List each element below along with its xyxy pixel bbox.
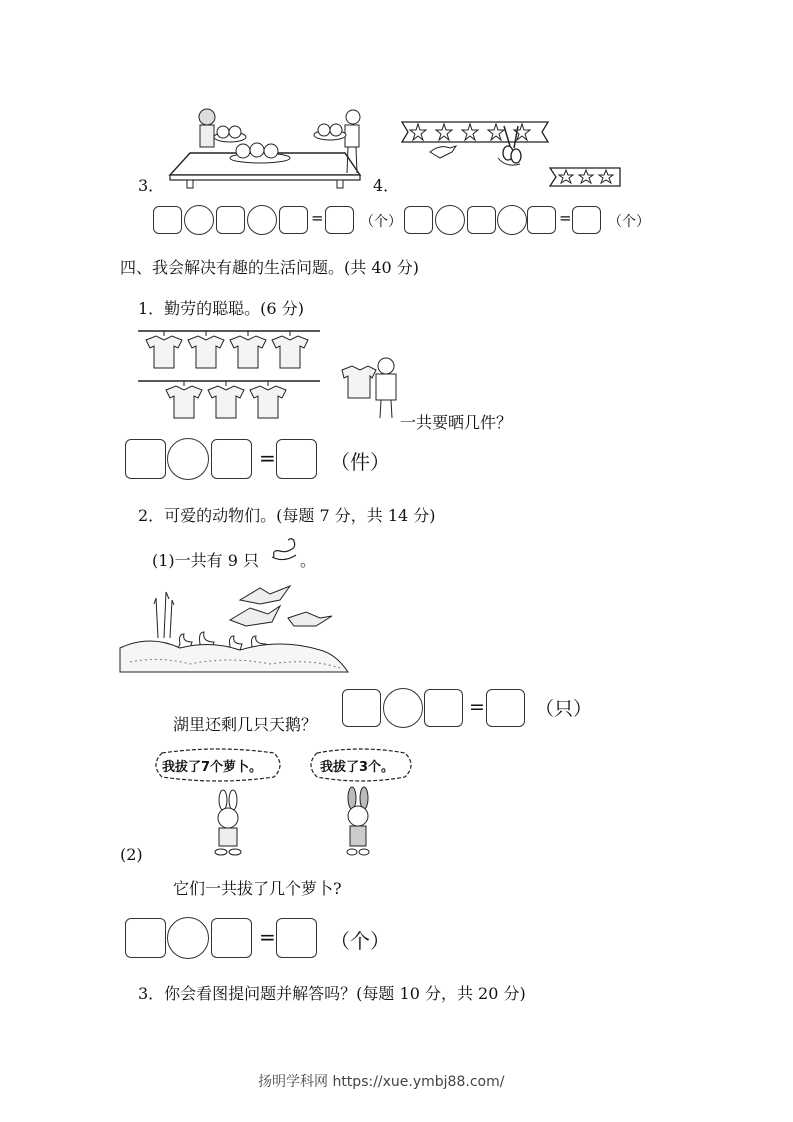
answer-box[interactable] — [424, 689, 463, 727]
operator-circle[interactable] — [167, 438, 209, 480]
unit-label: （个） — [608, 214, 650, 230]
question-1-title: 1．勤劳的聪聪。(6 分) — [138, 299, 304, 318]
equals-sign: = — [259, 925, 276, 949]
rabbit-right-illustration — [338, 786, 380, 858]
rabbit-left-illustration — [205, 790, 251, 858]
answer-box[interactable] — [527, 206, 556, 234]
equals-sign: = — [469, 696, 485, 718]
item-4-label: 4． — [373, 176, 400, 195]
sub-question-2-prompt: 它们一共拔了几个萝卜? — [173, 879, 342, 898]
answer-box[interactable] — [125, 439, 166, 479]
unit-label: （只） — [535, 698, 593, 720]
laundry-illustration — [138, 326, 408, 426]
speech-bubble-right-text: 我拔了3个。 — [320, 760, 395, 775]
unit-label: （个） — [360, 214, 402, 230]
question-1-prompt: 一共要晒几件？ — [400, 413, 513, 432]
footer-watermark: 扬明学科网 https://xue.ymbj88.com/ — [258, 1074, 505, 1090]
question-2-title: 2．可爱的动物们。(每题 7 分，共 14 分) — [138, 506, 436, 525]
operator-circle[interactable] — [383, 688, 423, 728]
unit-label: （个） — [330, 929, 390, 953]
equals-sign: = — [311, 209, 324, 227]
star-strip-illustration — [400, 118, 625, 190]
result-box[interactable] — [276, 918, 317, 958]
sub-question-1-prompt: 湖里还剩几只天鹅？ — [173, 715, 318, 734]
question-3-title: 3．你会看图提问题并解答吗？(每题 10 分，共 20 分) — [138, 984, 526, 1003]
answer-box[interactable] — [211, 439, 252, 479]
swan-icon — [270, 537, 298, 563]
lake-swans-illustration — [120, 578, 348, 674]
sub-question-2-label: (2) — [120, 845, 143, 864]
answer-box[interactable] — [153, 206, 182, 234]
unit-label: （件） — [330, 450, 390, 474]
answer-box[interactable] — [211, 918, 252, 958]
result-box[interactable] — [276, 439, 317, 479]
sub-question-1-suffix: 。 — [300, 551, 317, 570]
operator-circle[interactable] — [497, 205, 527, 235]
apples-table-illustration — [165, 105, 365, 190]
section-heading: 四、我会解决有趣的生活问题。(共 40 分) — [120, 258, 420, 277]
answer-box[interactable] — [125, 918, 166, 958]
operator-circle[interactable] — [435, 205, 465, 235]
sub-question-1-prefix: (1)一共有 9 只 — [152, 551, 260, 570]
operator-circle[interactable] — [184, 205, 214, 235]
answer-box[interactable] — [342, 689, 381, 727]
result-box[interactable] — [325, 206, 354, 234]
operator-circle[interactable] — [247, 205, 277, 235]
operator-circle[interactable] — [167, 917, 209, 959]
equals-sign: = — [259, 446, 276, 470]
answer-box[interactable] — [467, 206, 496, 234]
speech-bubble-left-text: 我拔了7个萝卜。 — [162, 760, 263, 775]
answer-box[interactable] — [216, 206, 245, 234]
equals-sign: = — [559, 209, 572, 227]
result-box[interactable] — [572, 206, 601, 234]
answer-box[interactable] — [404, 206, 433, 234]
result-box[interactable] — [486, 689, 525, 727]
answer-box[interactable] — [279, 206, 308, 234]
item-3-label: 3． — [138, 176, 165, 195]
